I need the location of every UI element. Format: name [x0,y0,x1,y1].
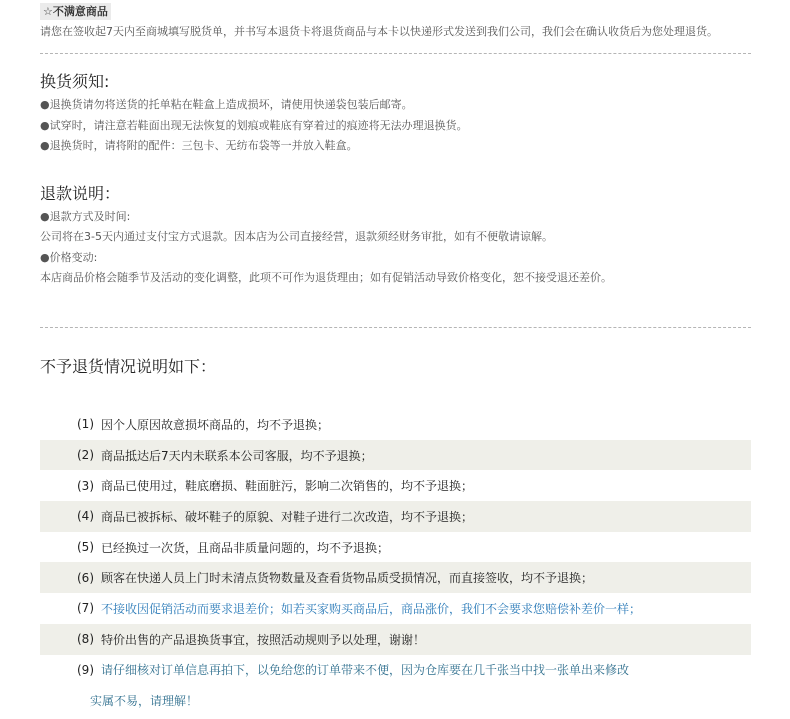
row-text: 商品已被拆标、破坏鞋子的原貌、对鞋子进行二次改造，均不予退换； [101,509,474,524]
noreturn-row [40,655,751,686]
exchange-item: ●退换货时，请将附的配件：三包卡、无纺布袋等一并放入鞋盒。 [40,139,358,152]
row-number: (3) [77,478,94,493]
noreturn-row [40,593,751,624]
row-text: 请仔细核对订单信息再拍下，以免给您的订单带来不便，因为仓库要在几千张当中找一张单出来修改 [101,663,630,678]
row-text: 商品抵达后7天内未联系本公司客服，均不予退换； [101,448,373,463]
row-number: (9) [77,662,94,677]
refund-line: ●价格变动: [40,250,98,264]
refund-line: 公司将在3-5天内通过支付宝方式退款。因本店为公司直接经营，退款须经财务审批，如有不便敬请谅解。 [40,230,553,243]
row-text: 顾客在快递人员上门时未清点货物数量及查看货物品质受损情况，而直接签收，均不予退换； [101,571,594,586]
divider-2 [40,327,751,328]
row-number: (2) [77,448,94,463]
noreturn-table [40,409,751,715]
divider-1 [40,53,751,54]
noreturn-continuation: 实属不易，请理解！ [90,693,199,708]
row-number: (1) [77,417,94,432]
noreturn-row [40,409,751,440]
row-text: 不接收因促销活动而要求退差价；如若买家购买商品后，商品涨价，我们不会要求您赔偿补差价一样； [101,601,642,616]
refund-title: 退款说明： [40,183,121,203]
row-text: 已经换过一次货，且商品非质量问题的，均不予退换； [101,540,390,555]
noreturn-row [40,532,751,563]
exchange-item: ●试穿时，请注意若鞋面出现无法恢复的划痕或鞋底有穿着过的痕迹将无法办理退换货。 [40,118,468,132]
row-number: (8) [77,632,94,647]
noreturn-row [40,624,751,655]
refund-line: ●退款方式及时间: [40,209,131,223]
noreturn-row [40,440,751,471]
row-number: (6) [77,570,94,585]
row-text: 特价出售的产品退换货事宜，按照活动规则予以处理，谢谢！ [101,632,426,647]
noreturn-row [40,470,751,501]
row-number: (7) [77,601,94,616]
exchange-title: 换货须知: [40,72,110,91]
row-number: (4) [77,509,94,524]
dissatisfied-tag: ☆不满意商品 [40,3,111,20]
row-number: (5) [77,540,94,555]
refund-list [40,207,751,289]
noreturn-title: 不予退货情况说明如下： [40,356,217,376]
refund-line: 本店商品价格会随季节及活动的变化调整，此项不可作为退货理由；如有促销活动导致价格变化，恕不接受退还差价。 [40,271,612,284]
exchange-list [40,95,751,157]
noreturn-row [40,501,751,532]
dissatisfied-text: 请您在签收起7天内至商城填写脱货单，并书写本退货卡将退货商品与本卡以快递形式发送到我们公司，我们会在确认收货后为您处理退货。 [40,25,718,38]
exchange-item: ●退换货请勿将送货的托单粘在鞋盒上造成损坏，请使用快递袋包装后邮寄。 [40,98,413,111]
noreturn-row [40,562,751,593]
row-text: 商品已使用过，鞋底磨损、鞋面脏污，影响二次销售的，均不予退换； [101,479,474,494]
row-text: 因个人原因故意损坏商品的，均不予退换； [101,417,330,432]
